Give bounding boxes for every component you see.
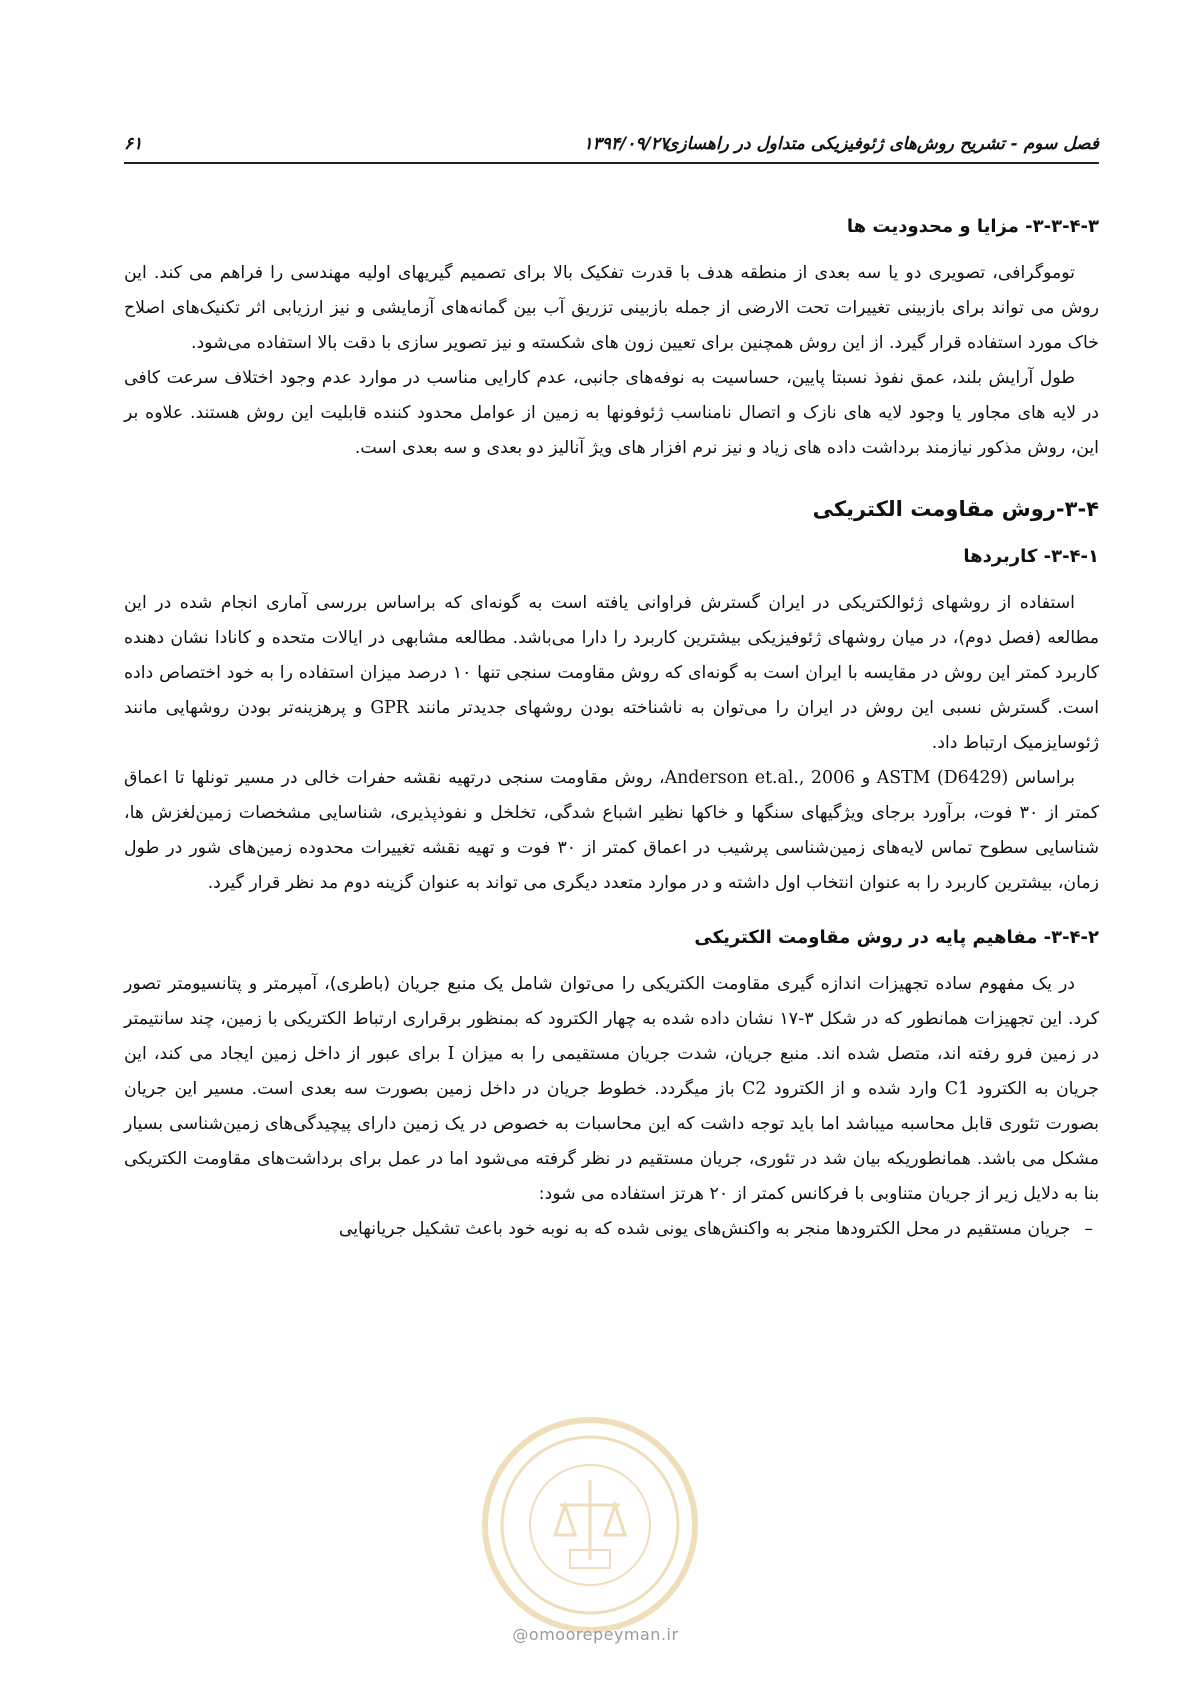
- paragraph-text: وارد شده و از الکترود: [773, 1079, 938, 1099]
- document-body: [124, 212, 1099, 1247]
- paragraph: [124, 967, 1099, 1212]
- paragraph-text: و: [861, 768, 871, 788]
- paragraph: طول آرایش بلند، عمق نفوذ نسبتا پایین، حساسیت به نوفه‌های جانبی، عدم کارایی مناسب در موارد عدم وجود اختلاف سرعت کافی در لایه های مجاور یا وجود لایه های نازک و اتصال نامناسب ژئوفونها به زمین از عوامل محدود کننده قابلیت این روش هستند. علاوه بر این، روش مذکور نیازمند برداشت داده های زیاد و نیز نرم افزار های ویژ آنالیز دو بعدی و سه بعدی است.: [124, 368, 1099, 458]
- paragraph-text: براساس: [1014, 768, 1075, 788]
- section-heading-basic-concepts: ۳-۴-۲- مفاهیم پایه در روش مقاومت الکتریکی: [694, 927, 1099, 948]
- section-heading-resistivity: ۳-۴-روش مقاومت الکتریکی: [812, 497, 1099, 521]
- list-item: [124, 1212, 1099, 1247]
- symbol-current: I: [447, 1044, 455, 1064]
- citation-anderson: Anderson et.al., 2006: [664, 768, 856, 788]
- paragraph-text: ، روش مقاومت سنجی درتهیه نقشه حفرات خالی در مسیر تونلها تا اعماق کمتر از ۳۰ فوت، برآورد برجای ویژگیهای سنگها و خاکها نظیر اشباع شدگی، تخلخل و نفوذپذیری، شناسایی مشخصات زمین‌لغزش ها، شناسایی سطوح تماس لایه‌های زمین‌شناسی پرشیب در اعماق کمتر از ۳۰ فوت و تهیه نقشه تغییرات محدوده زمین‌های شور در طول زمان، بیشترین کاربرد را به عنوان انتخاب اول داشته و در موارد متعدد دیگری می تواند به عنوان گزینه دوم مد نظر قرار گیرد.: [124, 768, 1099, 893]
- paragraph-text: در یک مفهوم ساده تجهیزات اندازه گیری مقاومت الکتریکی را می‌توان شامل یک منبع جریان (باطری)، آمپرمتر و پتانسیومتر تصور کرد. این تجهیزات همانطور که در شکل ۳-۱۷ نشان داده شده به چهار الکترود که بمنظور برقراری ارتباط الکتریکی با زمین، چند سانتیمتر در زمین فرو رفته اند، متصل شده اند. منبع جریان، شدت جریان مستقیمی را به میزان: [124, 974, 1100, 1064]
- paragraph: [124, 761, 1099, 901]
- page-number: ۶۱: [124, 134, 143, 154]
- paragraph-text: استفاده از روشهای ژئوالکتریکی در ایران گسترش فراوانی یافته است به گونه‌ای که براساس بررسی آماری انجام شده در این مطالعه (فصل دوم)، در میان روشهای ژئوفیزیکی بیشترین کاربرد را دارا می‌باشد. مطالعه مشابهی در ایالات متحده و کانادا نشان دهنده کاربرد کمتر این روش در مقایسه با ایران است به گونه‌ای که روش مقاومت سنجی تنها ۱۰ درصد میزان استفاده را به خود اختصاص داده است. گسترش نسبی این روش در ایران را می‌توان به ناشناخته بودن روشهای جدیدتر مانند: [124, 593, 1099, 718]
- seal-watermark-icon: [475, 1410, 705, 1640]
- paragraph: توموگرافی، تصویری دو یا سه بعدی از منطقه هدف با قدرت تفکیک بالا برای تصمیم گیریهای اولیه مهندسی را فراهم می کند. این روش می تواند برای بازبینی تغییرات تحت الارضی از جمله بازبینی تزریق آب بین گمانه‌های آزمایشی و نیز ارزیابی اثر تکنیک‌های اصلاح خاک مورد استفاده قرار گیرد. از این روش همچنین برای تعیین زون های شکسته و نیز تصویر سازی با دقت بالا استفاده می‌شود.: [124, 263, 1099, 353]
- paragraph-text: برای عبور از داخل زمین ایجاد می کند، این جریان به الکترود: [124, 1044, 1099, 1099]
- paragraph-text: و پرهزینه‌تر بودن روشهایی مانند ژئوسایزمیک ارتباط داد.: [124, 698, 1099, 753]
- symbol-c2: C2: [742, 1079, 767, 1099]
- section-heading-advantages: ۳-۳-۴-۳- مزایا و محدودیت ها: [846, 216, 1099, 237]
- list-item-text: جریان مستقیم در محل الکترودها منجر به واکنش‌های یونی شده که به نوبه خود باعث تشکیل جریانهایی: [338, 1219, 1071, 1239]
- symbol-c1: C1: [944, 1079, 970, 1099]
- bullet-dash: –: [1084, 1219, 1093, 1239]
- running-header: [124, 128, 1099, 164]
- section-heading-applications: ۳-۴-۱- کاربردها: [963, 546, 1099, 567]
- term-gpr: GPR: [370, 698, 409, 718]
- watermark-text: @omoorepeyman.ir: [512, 1625, 679, 1644]
- header-date: ۱۳۹۴/۰۹/۲۷: [583, 134, 669, 154]
- paragraph: [124, 586, 1099, 761]
- chapter-title: فصل سوم - تشریح روش‌های ژئوفیزیکی متداول در راهسازی: [665, 134, 1099, 154]
- citation-astm: ASTM (D6429): [876, 768, 1009, 788]
- paragraph-text: باز میگردد. خطوط جریان در داخل زمین بصورت سه بعدی است. مسیر این جریان بصورت تئوری قابل محاسبه میباشد اما باید توجه داشت که این محاسبات به خصوص در یک زمین دارای پیچیدگی‌های زمین‌شناسی بسیار مشکل می باشد. همانطوریکه بیان شد در تئوری، جریان مستقیم در نظر گرفته می‌شود اما در عمل برای برداشت‌های مقاومت الکتریکی بنا به دلایل زیر از جریان متناوبی با فرکانس کمتر از ۲۰ هرتز استفاده می شود:: [124, 1079, 1099, 1204]
